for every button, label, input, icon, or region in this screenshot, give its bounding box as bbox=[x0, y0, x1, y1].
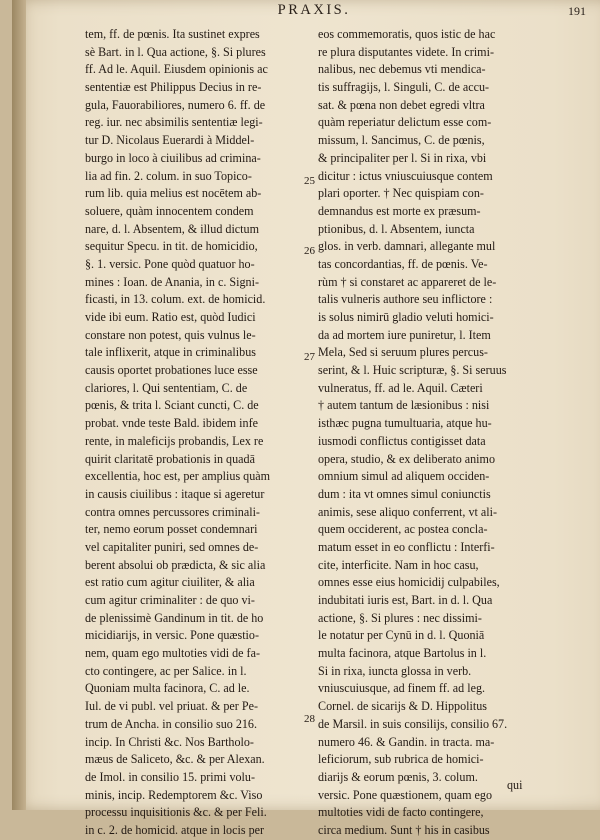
marginal-number: 25 bbox=[304, 175, 315, 187]
text-line: glos. in verb. damnari, allegante mul bbox=[318, 239, 496, 254]
text-line: clariores, l. Qui sententiam, C. de bbox=[85, 380, 248, 395]
text-line: nare, d. l. Absentem, & illud dictum bbox=[85, 221, 259, 236]
text-line: trum de Ancha. in consilio suo 216. bbox=[85, 716, 257, 731]
text-line: omnes esse eius homicidij culpabiles, bbox=[318, 575, 500, 590]
text-line: rùm † si constaret ac appareret de le- bbox=[318, 274, 497, 289]
catchword: qui bbox=[507, 778, 523, 792]
text-line: in c. 2. de homicid. atque in locis per bbox=[85, 822, 265, 837]
text-line: excellentia, hoc est, per amplius quàm bbox=[85, 469, 271, 484]
text-line: cite, interficite. Nam in hoc casu, bbox=[318, 557, 479, 572]
text-line: demnandus est morte ex præsum- bbox=[318, 203, 481, 218]
text-line: Quoniam multa facinora, C. ad le. bbox=[85, 681, 250, 696]
text-line: quirit claritatē probationis in quadā bbox=[85, 451, 255, 466]
text-line: † autem tantum de læsionibus : nisi bbox=[318, 398, 490, 413]
text-line: lia ad fin. 2. colum. in suo Topico- bbox=[85, 168, 252, 183]
text-line: berent absolui ob prædicta, & sic alia bbox=[85, 557, 266, 572]
text-line: Mela, Sed si seruum plures percus- bbox=[318, 345, 488, 360]
marginal-number: 28 bbox=[304, 713, 315, 725]
text-line: da ad mortem iure puniretur, l. Item bbox=[318, 327, 491, 342]
text-line: pœnis, & trita l. Sciant cuncti, C. de bbox=[85, 398, 259, 413]
text-line: reg. iur. nec absimilis sententiæ legi- bbox=[85, 115, 263, 130]
text-line: talis vulneris authore seu inflictore : bbox=[318, 292, 493, 307]
text-line: dicitur : ictus vniuscuiusque contem bbox=[318, 168, 493, 183]
page-number: 191 bbox=[568, 4, 586, 18]
text-line: circa medium. Sunt † his in casibus bbox=[318, 822, 490, 837]
text-line: vniuscuiusque, ad finem ff. ad leg. bbox=[318, 681, 486, 696]
text-line: ficasti, in 13. colum. ext. de homicid. bbox=[85, 292, 266, 307]
text-line: eos commemoratis, quos istic de hac bbox=[318, 27, 496, 41]
text-line: est ratio cum agitur ciuiliter, & alia bbox=[85, 575, 255, 590]
text-line: rum lib. quia melius est nocētem ab- bbox=[85, 186, 262, 201]
text-line: iusmodi conflictus contigisset data bbox=[318, 433, 486, 448]
text-line: is solus nimirū gladio veluti homici- bbox=[318, 310, 494, 324]
text-line: mines : Ioan. de Anania, in c. Signi- bbox=[85, 274, 259, 289]
text-line: opera, studio, & ex deliberato animo bbox=[318, 451, 495, 466]
text-line: ter, nemo eorum posset condemnari bbox=[85, 522, 258, 537]
text-line: indubitati iuris est, Bart. in d. l. Qua bbox=[318, 593, 493, 607]
text-line: minis, incip. Redemptorem &c. Viso bbox=[85, 787, 263, 802]
text-line: omnium simul ad aliquem occiden- bbox=[318, 469, 490, 484]
text-line: sequitur Specu. in tit. de homicidio, bbox=[85, 239, 258, 254]
left-text-column bbox=[85, 26, 316, 840]
text-line: quàm reperiatur delictum esse com- bbox=[318, 115, 492, 130]
marginal-number: 26 bbox=[304, 245, 315, 257]
text-line: multa facinora, atque Bartolus in l. bbox=[318, 646, 487, 661]
text-line: in causis ciuilibus : itaque si ageretur bbox=[85, 486, 265, 501]
text-line: multoties vidi de facto contingere, bbox=[318, 805, 484, 820]
text-line: tas concordantias, ff. de pœnis. Ve- bbox=[318, 256, 488, 271]
text-line: quem occiderent, ac postea concla- bbox=[318, 522, 488, 537]
text-line: cum agitur criminaliter : de quo vi- bbox=[85, 593, 255, 607]
marginal-number: 27 bbox=[304, 351, 315, 363]
text-line: le notatur per Cynū in d. l. Quoniā bbox=[318, 628, 485, 643]
text-line: tis suffragijs, l. Singuli, C. de accu- bbox=[318, 80, 490, 95]
text-line: animis, sese aliquo conferrent, vt ali- bbox=[318, 504, 497, 519]
text-line: versic. Pone quæstionem, quam ego bbox=[318, 787, 492, 802]
text-line: Iul. de vi publ. vel priuat. & per Pe- bbox=[85, 699, 258, 714]
text-line: cto contingere, ac per Salice. in l. bbox=[85, 663, 247, 678]
text-line: vel capitaliter puniri, sed omnes de- bbox=[85, 539, 259, 554]
text-line: serint, & l. Huic scripturæ, §. Si seruus bbox=[318, 363, 507, 378]
text-line: processu inquisitionis &c. & per Feli. bbox=[85, 805, 267, 820]
text-line: missum, l. Sancimus, C. de pœnis, bbox=[318, 133, 485, 148]
text-line: leficiorum, sub rubrica de homici- bbox=[318, 752, 484, 767]
text-line: actione, §. Si plures : nec dissimi- bbox=[318, 610, 482, 625]
page-gutter bbox=[12, 0, 26, 810]
text-line: tur D. Nicolaus Euerardi à Middel- bbox=[85, 133, 255, 148]
text-line: tale inflixerit, atque in criminalibus bbox=[85, 345, 256, 360]
text-line: de plenissimè Gandinum in tit. de ho bbox=[85, 610, 264, 625]
text-line: sè Bart. in l. Qua actione, §. Si plures bbox=[85, 44, 266, 59]
running-title: PRAXIS. bbox=[277, 2, 351, 18]
text-line: ff. Ad le. Aquil. Eiusdem opinionis ac bbox=[85, 62, 268, 77]
text-line: ptionibus, d. l. Absentem, iuncta bbox=[318, 221, 475, 236]
book-page bbox=[12, 0, 600, 837]
text-line: Si in rixa, iuncta glossa in verb. bbox=[318, 663, 472, 678]
text-line: causis oportet probationes luce esse bbox=[85, 363, 258, 378]
text-line: soluere, quàm innocentem condem bbox=[85, 203, 254, 218]
text-line: burgo in loco à ciuilibus ad crimina- bbox=[85, 150, 261, 165]
text-line: incip. In Christi &c. Nos Bartholo- bbox=[85, 734, 254, 749]
text-line: de Imol. in consilio 15. primi volu- bbox=[85, 769, 255, 784]
text-line: vide ibi eum. Ratio est, quòd Iudici bbox=[85, 310, 256, 324]
text-line: gula, Fauorabiliores, numero 6. ff. de bbox=[85, 97, 266, 112]
text-line: sat. & pœna non debet egredi vltra bbox=[318, 97, 485, 112]
text-line: tem, ff. de pœnis. Ita sustinet expres bbox=[85, 27, 260, 41]
text-line: de Marsil. in suis consilijs, consilio 67. bbox=[318, 716, 508, 731]
text-line: vulneratus, ff. ad le. Aquil. Cæteri bbox=[318, 380, 483, 395]
text-line: isthæc pugna tumultuaria, atque hu- bbox=[318, 416, 492, 431]
right-text-column bbox=[318, 26, 540, 840]
text-line: micidiarijs, in versic. Pone quæstio- bbox=[85, 628, 259, 643]
text-line: & principaliter per l. Si in rixa, vbi bbox=[318, 150, 487, 165]
text-line: Cornel. de sicarijs & D. Hippolitus bbox=[318, 699, 487, 714]
text-line: constare non potest, quis vulnus le- bbox=[85, 327, 256, 342]
text-line: probat. vnde teste Bald. ibidem infe bbox=[85, 416, 258, 431]
text-line: §. 1. versic. Pone quòd quatuor ho- bbox=[85, 256, 255, 271]
text-line: mæus de Saliceto, &c. & per Alexan. bbox=[85, 752, 265, 767]
text-line: diarijs & eorum pœnis, 3. colum. bbox=[318, 769, 478, 784]
text-line: sententiæ est Philippus Decius in re- bbox=[85, 80, 262, 95]
text-line: dum : ita vt omnes simul coniunctis bbox=[318, 486, 491, 501]
text-line: nem, quam ego multoties vidi de fa- bbox=[85, 646, 260, 661]
text-line: matum esset in eo conflictu : Interfi- bbox=[318, 539, 495, 554]
text-line: rente, in maleficijs probandis, Lex re bbox=[85, 433, 264, 448]
text-line: plari oporter. † Nec quispiam con- bbox=[318, 186, 484, 201]
text-line: contra omnes percussores criminali- bbox=[85, 504, 260, 519]
text-line: re plura disputantes videte. In crimi- bbox=[318, 44, 494, 59]
text-line: nalibus, nec debemus vti mendica- bbox=[318, 62, 486, 77]
text-line: numero 46. & Gandin. in tracta. ma- bbox=[318, 734, 495, 749]
